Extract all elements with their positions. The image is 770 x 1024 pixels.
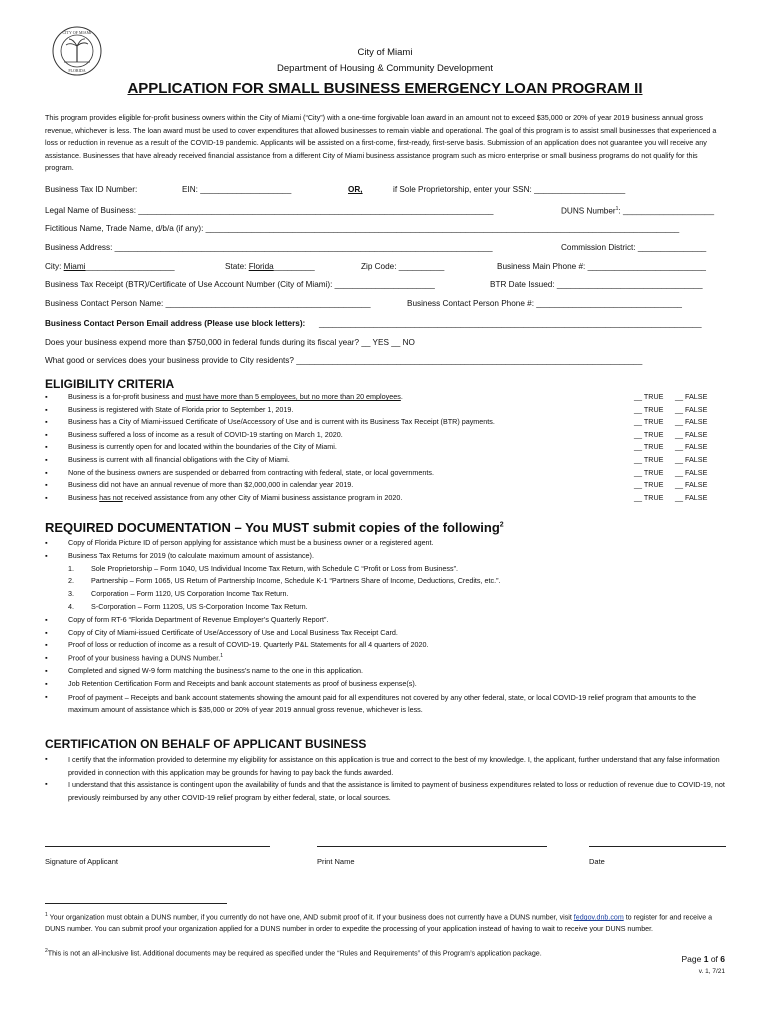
false-option[interactable]: __ FALSE <box>675 480 708 490</box>
bullet-icon: ▪ <box>45 691 48 701</box>
bullet-icon: ▪ <box>45 480 48 490</box>
eligibility-text: Business has a City of Miami-issued Certificate of Use/Accessory of Use and is current with its Business Tax Receipt (BTR) payments. <box>68 417 495 427</box>
item-text: Completed and signed W-9 form matching the business’s name to the one in this application. <box>68 666 363 675</box>
eligibility-item <box>45 417 726 429</box>
contact-phone-field[interactable]: Business Contact Person Phone #: ________________________________ <box>407 299 682 308</box>
eligibility-text: Business did not have an annual revenue of more than $2,000,000 in calendar year 2019. <box>68 480 354 490</box>
legal-name-row <box>45 206 726 218</box>
or-label: OR, <box>348 185 363 194</box>
eligibility-item <box>45 455 726 467</box>
commission-district-field[interactable]: Commission District: _______________ <box>561 243 707 252</box>
bullet-icon: ▪ <box>45 627 48 637</box>
item-text: Sole Proprietorship – Form 1040, US Individual Income Tax Return, with Schedule C “Profit or Loss from Business”. <box>91 563 458 573</box>
eligibility-item <box>45 442 726 454</box>
duns-link[interactable]: fedgov.dnb.com <box>573 913 624 922</box>
true-option[interactable]: __ TRUE <box>634 429 664 439</box>
signature-label: Signature of Applicant <box>45 857 118 866</box>
email-row <box>45 319 726 331</box>
false-option[interactable]: __ FALSE <box>675 455 708 464</box>
date-line[interactable] <box>589 846 726 847</box>
contact-row <box>45 299 726 311</box>
documentation-heading: REQUIRED DOCUMENTATION – You MUST submit copies of the following$^2$ <box>45 520 504 535</box>
certification-heading: CERTIFICATION ON BEHALF OF APPLICANT BUSINESS <box>45 737 367 751</box>
footnote-2: $^2$This is not an all-inclusive list. Additional documents may be required as specified under the “Rules and Requirements” of this Program’s application package. <box>45 948 542 958</box>
eligibility-text: Business is a for-profit business and must have more than 5 employees, but no more than 20 employees. <box>68 392 403 401</box>
item-text: S-Corporation – Form 1120S, US S-Corporation Income Tax Return. <box>91 602 308 611</box>
tax-id-row <box>45 185 726 197</box>
true-option[interactable]: __ TRUE <box>634 455 664 464</box>
bullet-icon: ▪ <box>45 614 48 624</box>
bullet-icon: ▪ <box>45 455 48 464</box>
bullet-icon: ▪ <box>45 754 48 763</box>
item-text: Proof of your business having a DUNS Number.$^1$ <box>68 653 223 663</box>
false-option[interactable]: __ FALSE <box>675 429 708 439</box>
btr-date-field[interactable]: BTR Date Issued: ________________________________ <box>490 280 703 289</box>
bullet-icon: ▪ <box>45 467 48 477</box>
version-label: v. 1, 7/21 <box>698 968 725 975</box>
eligibility-item <box>45 480 726 492</box>
eligibility-text: Business is current with all financial obligations with the City of Miami. <box>68 455 290 464</box>
item-number: 4. <box>68 602 74 611</box>
eligibility-text: Business has not received assistance from any other City of Miami business assistance program in 2020. <box>68 492 403 502</box>
item-number: 2. <box>68 576 74 586</box>
state-field[interactable]: State: Florida_________ <box>225 262 315 271</box>
false-option[interactable]: __ FALSE <box>675 442 708 452</box>
duns-field[interactable]: DUNS Number$^1$: ____________________ <box>561 206 715 216</box>
true-option[interactable]: __ TRUE <box>634 442 664 452</box>
department-name: Department of Housing & Community Development <box>277 63 493 74</box>
item-number: 3. <box>68 589 74 599</box>
true-option[interactable]: __ TRUE <box>634 480 664 490</box>
intro-paragraph: This program provides eligible for-profit business owners within the City of Miami (“City”) with a one-time forgivable loan award in an amount not to exceed $35,000 or 20% of year 2019 business annual gross revenue, whichever is less. The loan award must be used to cover expenditures that allowed businesses to remain viable and operational. The goal of this program is to assist small businesses that experienced a loss or reduction in revenue as a result of the COVID-19 pandemic. Applicants will be assisted on a first-come, first-ready, first-serve basis. Submission of an application does not guarantee you will receive any assistance. Businesses that have already received financial assistance from a different City of Miami business assistance program such as micro enterprise or small business programs do not qualify for this program. <box>45 113 717 173</box>
fictitious-name-field[interactable]: Fictitious Name, Trade Name, d/b/a (if any): ________________________________________________________________________________________________________ <box>45 224 680 233</box>
page-number: Page 1 of 6 <box>681 954 725 964</box>
svg-text:CITY OF MIAMI: CITY OF MIAMI <box>62 30 92 35</box>
main-phone-field[interactable]: Business Main Phone #: __________________________ <box>497 262 706 271</box>
item-text: Partnership – Form 1065, US Return of Partnership Income, Schedule K-1 “Partners Share of Income, Deductions, Credits, etc.”. <box>91 576 501 586</box>
eligibility-item <box>45 405 726 417</box>
tax-id-label: Business Tax ID Number: <box>45 185 138 194</box>
bullet-icon: ▪ <box>45 429 48 439</box>
false-option[interactable]: __ FALSE <box>675 492 708 502</box>
certification-text: I understand that this assistance is contingent upon the availability of funds and that the assistance is limited to payment of business expenditures related to loss or reduction of revenue due to COVID-19, not previously reimbursed by any other COVID-19 relief program by either federal, state, or local sources. <box>68 780 725 802</box>
bullet-icon: ▪ <box>45 678 48 688</box>
true-option[interactable]: __ TRUE <box>634 492 664 502</box>
eligibility-text: None of the business owners are suspended or debarred from contracting with federal, state, or local governments. <box>68 467 434 477</box>
eligibility-heading: ELIGIBILITY CRITERIA <box>45 377 175 391</box>
item-text: Copy of form RT-6 “Florida Department of Revenue Employer’s Quarterly Report”. <box>68 614 329 624</box>
bullet-icon: ▪ <box>45 653 48 663</box>
page-title: APPLICATION FOR SMALL BUSINESS EMERGENCY LOAN PROGRAM II <box>127 80 643 97</box>
footnote-1: $^1$ Your organization must obtain a DUNS number, if you currently do not have one, AND submit proof of it. If your business does not currently have a DUNS number, visit fedgov.dnb.com to register for and receive a DUNS number. You can submit proof your organization applied for a DUNS number in order to expedite the processing of your application instead of having to wait to receive your DUNS number. <box>45 912 713 933</box>
bullet-icon: ▪ <box>45 392 48 401</box>
eligibility-item <box>45 430 726 442</box>
false-option[interactable]: __ FALSE <box>675 417 708 427</box>
eligibility-item <box>45 493 726 505</box>
city-row <box>45 262 726 274</box>
federal-funds-question[interactable]: Does your business expend more than $750,000 in federal funds during its fiscal year? __ YES __ NO <box>45 338 415 347</box>
true-option[interactable]: __ TRUE <box>634 392 664 401</box>
city-name: City of Miami <box>357 47 413 58</box>
bullet-icon: ▪ <box>45 640 48 650</box>
footnote-divider <box>45 903 227 904</box>
item-text: Copy of City of Miami-issued Certificate of Use/Accessory of Use and Local Business Tax Receipt Card. <box>68 627 398 637</box>
address-field[interactable]: Business Address: ___________________________________________________________________________________ <box>45 243 493 252</box>
email-field[interactable]: ____________________________________________________________________________________ <box>319 319 702 328</box>
certification-text: I certify that the information provided to determine my eligibility for assistance on this application is true and correct to the best of my knowledge. I, the applicant, further understand that any false information provided in connection with this application may be grounds for having to pay back the funds awarded. <box>68 755 720 777</box>
btr-field[interactable]: Business Tax Receipt (BTR)/Certificate of Use Account Number (City of Miami): ______________________ <box>45 280 435 289</box>
eligibility-item <box>45 468 726 480</box>
false-option[interactable]: __ FALSE <box>675 467 708 477</box>
address-row <box>45 243 726 255</box>
signature-line[interactable] <box>45 846 270 847</box>
bullet-icon: ▪ <box>45 666 48 675</box>
print-name-line[interactable] <box>317 846 547 847</box>
item-text: Proof of payment – Receipts and bank account statements showing the amount paid for all expenditures not covered by any other federal, state, or local COVID-19 relief program that amounts to the maximum amount of assistance which is $35,000 or 20% of year 2019 annual gross revenue, whichever is less. <box>68 692 697 715</box>
eligibility-item <box>45 392 726 404</box>
bullet-icon: ▪ <box>45 417 48 427</box>
bullet-icon: ▪ <box>45 779 48 789</box>
bullet-icon: ▪ <box>45 538 48 547</box>
false-option[interactable]: __ FALSE <box>675 392 708 401</box>
item-text: Job Retention Certification Form and Receipts and bank account statements as proof of business expense(s). <box>68 678 417 688</box>
ssn-field[interactable]: if Sole Proprietorship, enter your SSN: ____________________ <box>393 185 626 194</box>
item-text: Business Tax Returns for 2019 (to calculate maximum amount of assistance). <box>68 550 314 560</box>
ein-field[interactable]: EIN: ____________________ <box>182 185 292 194</box>
goods-services-field[interactable]: What good or services does your business provide to City residents? ____________________________________________________________________________ <box>45 356 643 365</box>
zip-field[interactable]: Zip Code: __________ <box>361 262 445 271</box>
city-field[interactable]: City: Miami____________________ <box>45 262 175 271</box>
eligibility-text: Business is registered with State of Florida prior to September 1, 2019. <box>68 404 294 414</box>
bullet-icon: ▪ <box>45 404 48 414</box>
item-text: Corporation – Form 1120, US Corporation Income Tax Return. <box>91 589 289 599</box>
eligibility-text: Business suffered a loss of income as a result of COVID-19 starting on March 1, 2020. <box>68 429 343 439</box>
true-option[interactable]: __ TRUE <box>634 467 664 477</box>
legal-name-field[interactable]: Legal Name of Business: ______________________________________________________________________________ <box>45 206 494 215</box>
item-text: Proof of loss or reduction of income as a result of COVID-19. Quarterly P&L Statements for all 4 quarters of 2020. <box>68 640 429 650</box>
item-text: Copy of Florida Picture ID of person applying for assistance which must be a business owner or a registered agent. <box>68 538 434 547</box>
bullet-icon: ▪ <box>45 442 48 452</box>
item-number: 1. <box>68 563 74 573</box>
date-label: Date <box>589 857 605 866</box>
bullet-icon: ▪ <box>45 492 48 502</box>
btr-row <box>45 280 726 292</box>
eligibility-text: Business is currently open for and located within the boundaries of the City of Miami. <box>68 442 337 452</box>
bullet-icon: ▪ <box>45 550 48 560</box>
email-label: Business Contact Person Email address (Please use block letters): <box>45 319 306 328</box>
true-option[interactable]: __ TRUE <box>634 404 664 414</box>
false-option[interactable]: __ FALSE <box>675 404 708 414</box>
contact-name-field[interactable]: Business Contact Person Name: _____________________________________________ <box>45 299 371 308</box>
svg-text:FLORIDA: FLORIDA <box>68 68 86 73</box>
print-name-label: Print Name <box>317 857 355 866</box>
true-option[interactable]: __ TRUE <box>634 417 664 427</box>
